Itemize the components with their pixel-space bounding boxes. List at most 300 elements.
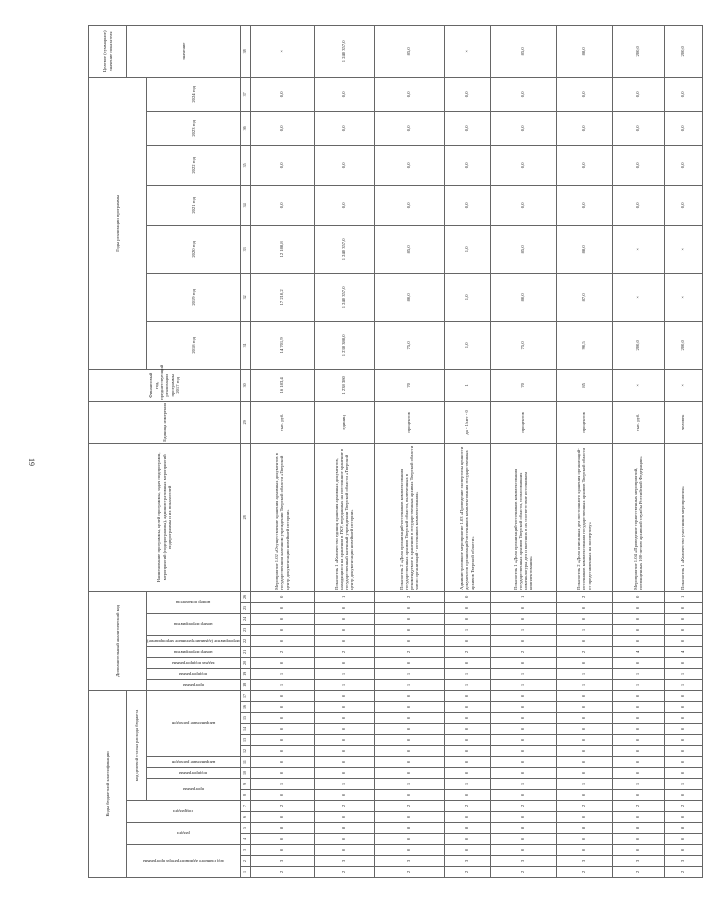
table-row	[490, 25, 556, 877]
code-cell: 0	[250, 757, 314, 768]
column-number: 34	[240, 185, 250, 225]
code-cell: 2	[556, 867, 612, 878]
year-value: 1,0	[444, 225, 490, 273]
column-number: 19	[240, 668, 250, 679]
year-value: 0,0	[444, 77, 490, 111]
code-cell: 0	[314, 768, 374, 779]
code-cell: 0	[374, 690, 444, 701]
code-cell: 4	[664, 646, 702, 657]
column-number: 32	[240, 273, 250, 321]
code-cell: 1	[556, 679, 612, 690]
column-number: 6	[240, 812, 250, 823]
year-value: 88,0	[556, 225, 612, 273]
year-value: 0,0	[664, 111, 702, 145]
year-value: 85,0	[374, 225, 444, 273]
code-cell: 2	[314, 801, 374, 812]
code-cell: 8	[250, 823, 314, 834]
year-value: 0,0	[612, 185, 664, 225]
code-cell: 0	[250, 845, 314, 856]
target-header: Целевое (суммарное) значение показателя	[89, 25, 127, 77]
row-2017-value: ×	[612, 369, 664, 401]
year-value: 0,0	[314, 77, 374, 111]
year-value: ×	[664, 225, 702, 273]
code-cell: 0	[490, 657, 556, 668]
year-value: ×	[612, 225, 664, 273]
code-cell: 0	[490, 812, 556, 823]
year-value: 0,0	[556, 145, 612, 185]
code-cell: 0	[556, 713, 612, 724]
code-cell: 0	[612, 702, 664, 713]
year-value: 0,0	[556, 77, 612, 111]
code-cell: 0	[556, 690, 612, 701]
subsection-header: подраздел	[127, 801, 241, 823]
code-cell: 0	[664, 635, 702, 646]
code-cell: 0	[490, 735, 556, 746]
code-cell: 8	[444, 823, 490, 834]
column-number: 25	[240, 602, 250, 613]
code-cell: 0	[374, 790, 444, 801]
year-value: 1 240 357,0	[314, 225, 374, 273]
code-cell: 0	[490, 768, 556, 779]
code-cell: 2	[612, 867, 664, 878]
program-code-header: программа	[147, 679, 241, 690]
row-unit: процентов	[374, 401, 444, 443]
code-cell: 0	[444, 845, 490, 856]
code-cell: 0	[444, 812, 490, 823]
year-value: 0,0	[374, 145, 444, 185]
year-value: 90,5	[556, 321, 612, 369]
event-header-a: номер мероприятия	[147, 646, 241, 657]
row-unit: тыс. руб.	[612, 401, 664, 443]
code-cell: 1	[374, 779, 444, 790]
name-header: Наименование программы, целей программы, задач подпрограмм, мероприятий (подпрограммы), административных мероприятий подпрограммы и их показателей	[89, 443, 241, 591]
code-cell: 2	[490, 801, 556, 812]
year-value: 0,0	[250, 145, 314, 185]
code-cell: 0	[314, 735, 374, 746]
subprogram-code-header: подпрограмма	[147, 668, 241, 679]
code-cell: 8	[664, 823, 702, 834]
code-cell: 0	[444, 690, 490, 701]
year-value: 0,0	[314, 145, 374, 185]
row-target: 85,0	[374, 25, 444, 77]
code-cell: 0	[314, 657, 374, 668]
code-cell: 0	[374, 812, 444, 823]
code-cell: 0	[556, 834, 612, 845]
code-cell: 8	[490, 823, 556, 834]
year-value: 75,0	[374, 321, 444, 369]
year-value: 0,0	[444, 185, 490, 225]
code-cell: 0	[250, 635, 314, 646]
code-cell: 0	[664, 724, 702, 735]
code-cell: 0	[444, 635, 490, 646]
column-number: 5	[240, 823, 250, 834]
task-header: задача подпрограммы	[147, 657, 241, 668]
code-cell: 0	[444, 790, 490, 801]
code-cell: 1	[556, 779, 612, 790]
year-value: 0,0	[664, 185, 702, 225]
row-unit: тыс. руб.	[250, 401, 314, 443]
row-name: Показатель 2 «Доля организаций-источников комплектования государственных архивов Тверской области, включенных в рекомендуемое к хранению в государственных архивах Тверской области число организаций - источников комплектования»	[374, 443, 444, 591]
code-cell: 1	[556, 668, 612, 679]
column-number: 13	[240, 735, 250, 746]
year-value: 80,0	[374, 273, 444, 321]
code-cell: 0	[490, 845, 556, 856]
code-cell: 2	[490, 646, 556, 657]
column-number: 21	[240, 646, 250, 657]
row-name: Показатель 1 «Доля организаций-источников комплектования государственных архивов Тверской области, согласовавших номенклатуры дел и внесших в их соответствие источником комплектования»	[490, 443, 556, 591]
year-value: 75,0	[490, 321, 556, 369]
code-cell: 0	[664, 746, 702, 757]
code-cell: 0	[664, 768, 702, 779]
code-cell: 0	[556, 790, 612, 801]
code-cell: 8	[374, 823, 444, 834]
code-cell: 3	[444, 856, 490, 867]
column-number: 24	[240, 613, 250, 624]
code-cell: 2	[444, 867, 490, 878]
year-value: 0,0	[250, 185, 314, 225]
code-cell: 3	[490, 856, 556, 867]
year-2023-header: 2023 год	[147, 111, 241, 145]
direction-header: направление расходов	[147, 690, 241, 756]
code-cell: 0	[374, 735, 444, 746]
code-cell: 3	[250, 856, 314, 867]
year-value: 0,0	[314, 185, 374, 225]
code-cell: 8	[314, 823, 374, 834]
code-cell: 0	[612, 690, 664, 701]
code-cell: 0	[314, 845, 374, 856]
page-number: 19	[27, 458, 36, 466]
year-value: 200,0	[612, 321, 664, 369]
code-cell: 0	[556, 602, 612, 613]
column-number: 11	[240, 757, 250, 768]
code-cell: 0	[444, 702, 490, 713]
code-cell: 2	[374, 591, 444, 602]
code-cell: 0	[314, 602, 374, 613]
year-value: ×	[612, 273, 664, 321]
table-row	[664, 25, 702, 877]
code-cell: 0	[556, 845, 612, 856]
code-cell: 1	[444, 779, 490, 790]
code-cell: 0	[444, 768, 490, 779]
code-cell: 0	[556, 724, 612, 735]
code-cell: 2	[374, 867, 444, 878]
table-row	[444, 25, 490, 877]
code-cell: 0	[374, 768, 444, 779]
code-cell: 0	[490, 790, 556, 801]
code-cell: 2	[490, 867, 556, 878]
year-value: 17 210,2	[250, 273, 314, 321]
code-cell: 0	[250, 613, 314, 624]
column-number: 17	[240, 690, 250, 701]
section-header: раздел	[127, 823, 241, 845]
code-cell: 0	[612, 845, 664, 856]
column-number: 18	[240, 679, 250, 690]
code-cell: 0	[250, 746, 314, 757]
code-cell: 0	[490, 713, 556, 724]
year-2021-header: 2021 год	[147, 185, 241, 225]
code-cell: 3	[664, 856, 702, 867]
code-cell: 0	[664, 735, 702, 746]
code-cell: 1	[314, 668, 374, 679]
year-value: 0,0	[490, 77, 556, 111]
code-cell: 2	[250, 801, 314, 812]
code-cell: 8	[556, 823, 612, 834]
admin-code-header: код главного администратора программы	[127, 845, 241, 878]
code-cell: 0	[374, 613, 444, 624]
code-cell: 0	[250, 790, 314, 801]
code-cell: 0	[664, 624, 702, 635]
row-2017-value: 1 238 380	[314, 369, 374, 401]
row-target: ×	[444, 25, 490, 77]
year-value: 1,0	[444, 273, 490, 321]
code-cell: 1	[250, 679, 314, 690]
code-cell: 0	[490, 724, 556, 735]
code-cell: 1	[314, 591, 374, 602]
code-cell: 0	[374, 713, 444, 724]
code-cell: 0	[444, 724, 490, 735]
indicator-num-header: номер показателя	[147, 591, 241, 613]
column-number: 28	[240, 443, 250, 591]
code-cell: 0	[556, 613, 612, 624]
year-value: 0,0	[250, 111, 314, 145]
code-cell: 0	[374, 746, 444, 757]
year-value: 0,0	[374, 185, 444, 225]
code-cell: 0	[250, 812, 314, 823]
code-cell: 0	[612, 735, 664, 746]
code-cell: 0	[664, 713, 702, 724]
code-cell: 0	[664, 757, 702, 768]
code-cell: 0	[444, 657, 490, 668]
code-cell: 1	[444, 624, 490, 635]
column-number: 31	[240, 321, 250, 369]
code-cell: 0	[444, 735, 490, 746]
table-row	[556, 25, 612, 877]
subprogram-header: подпрограмма	[147, 768, 241, 779]
row-2017-value: 85	[556, 369, 612, 401]
event-num-header: номер мероприятия	[147, 613, 241, 635]
code-cell: 0	[250, 834, 314, 845]
code-cell: 1	[664, 591, 702, 602]
row-name: Мероприятие 1.04 «Проведение торжественных мероприятий, посвященных 100-летию архивной службы Российской Федерации»	[612, 443, 664, 591]
column-number: 38	[240, 25, 250, 77]
code-cell: 0	[556, 746, 612, 757]
column-number: 7	[240, 801, 250, 812]
target-value-header: значение	[127, 25, 241, 77]
year-2019-header: 2019 год	[147, 273, 241, 321]
column-number: 12	[240, 746, 250, 757]
year-value: 0,0	[490, 185, 556, 225]
code-cell: 0	[250, 768, 314, 779]
code-cell: 1	[612, 668, 664, 679]
code-cell: 0	[612, 635, 664, 646]
year-value: 0,0	[374, 77, 444, 111]
year-value: 85,0	[490, 225, 556, 273]
code-cell: 0	[490, 746, 556, 757]
code-cell: 1	[314, 679, 374, 690]
code-cell: 0	[612, 790, 664, 801]
code-cell: 0	[374, 702, 444, 713]
code-cell: 4	[612, 646, 664, 657]
code-cell: 0	[444, 757, 490, 768]
code-cell: 0	[314, 624, 374, 635]
code-cell: 0	[490, 602, 556, 613]
year-value: 0,0	[612, 77, 664, 111]
table-row	[314, 25, 374, 877]
code-cell: 0	[314, 812, 374, 823]
code-cell: 2	[314, 867, 374, 878]
code-cell: 0	[664, 657, 702, 668]
code-cell: 0	[664, 834, 702, 845]
code-cell: 0	[664, 702, 702, 713]
code-cell: 1	[490, 679, 556, 690]
code-cell: 0	[612, 624, 664, 635]
budget-codes-header: Коды бюджетной классификации	[89, 690, 127, 877]
code-cell: 0	[556, 757, 612, 768]
row-2017-value: 70	[374, 369, 444, 401]
column-number: 36	[240, 111, 250, 145]
row-unit: процентов	[490, 401, 556, 443]
row-2017-value: 70	[490, 369, 556, 401]
column-number: 14	[240, 724, 250, 735]
code-cell: 0	[612, 613, 664, 624]
year-value: 0,0	[664, 77, 702, 111]
code-cell: 1	[612, 779, 664, 790]
code-cell: 1	[490, 624, 556, 635]
code-cell: 0	[374, 834, 444, 845]
year-value: 12 188,8	[250, 225, 314, 273]
column-number: 29	[240, 401, 250, 443]
code-cell: 0	[490, 702, 556, 713]
column-number: 10	[240, 768, 250, 779]
code-cell: 1	[664, 679, 702, 690]
year-value: 1 240 357,0	[314, 273, 374, 321]
year-value: 87,0	[556, 273, 612, 321]
code-cell: 3	[314, 856, 374, 867]
program-table-sheet	[88, 28, 686, 878]
code-cell: 3	[556, 856, 612, 867]
code-cell: 0	[374, 845, 444, 856]
column-number: 9	[240, 779, 250, 790]
code-cell: 0	[444, 834, 490, 845]
code-cell: 0	[444, 713, 490, 724]
code-cell: 0	[490, 757, 556, 768]
column-number: 16	[240, 702, 250, 713]
code-cell: 2	[664, 867, 702, 878]
code-cell: 1	[556, 624, 612, 635]
column-number: 8	[240, 790, 250, 801]
code-cell: 3	[612, 856, 664, 867]
code-cell: 0	[556, 735, 612, 746]
code-cell: 0	[612, 591, 664, 602]
code-cell: 0	[314, 724, 374, 735]
year-value: 0,0	[250, 77, 314, 111]
code-cell: 0	[250, 702, 314, 713]
row-name: Административное мероприятие 1.03 «Проведение экспертизы ценности документов организаций-источников комплектования государственных архивов Тверской области»	[444, 443, 490, 591]
code-cell: 2	[374, 646, 444, 657]
code-cell: 1	[490, 668, 556, 679]
code-cell: 2	[556, 801, 612, 812]
year-value: 0,0	[490, 111, 556, 145]
year-2018-header: 2018 год	[147, 321, 241, 369]
code-cell: 8	[612, 823, 664, 834]
code-cell: 0	[374, 657, 444, 668]
code-cell: 0	[250, 724, 314, 735]
code-cell: 1	[664, 668, 702, 679]
year-value: 80,0	[490, 273, 556, 321]
row-target: 88,0	[556, 25, 612, 77]
code-cell: 0	[444, 591, 490, 602]
code-cell: 0	[664, 613, 702, 624]
row-unit: человек	[664, 401, 702, 443]
code-cell: 0	[556, 635, 612, 646]
table-row	[374, 25, 444, 877]
code-cell: 0	[314, 713, 374, 724]
code-cell: 0	[444, 602, 490, 613]
column-number: 23	[240, 624, 250, 635]
code-cell: 1	[374, 679, 444, 690]
table-row	[250, 25, 314, 877]
code-cell: 0	[314, 834, 374, 845]
code-cell: 2	[250, 867, 314, 878]
year-value: 0,0	[490, 145, 556, 185]
unit-header: Единица измерения	[89, 401, 241, 443]
year-value: 14 701,9	[250, 321, 314, 369]
row-name: Мероприятие 1.02 «Осуществление хранения архивных документов в государственном казенном учреждении Тверской области «Тверской центр документации новейшей истории»	[250, 443, 314, 591]
row-name: Показатель 1 «Количество единиц хранения архивных документов, находящихся на хранении в ГКУ, переданных на постоянное хранение в государственный казенный учреждении Тверской области «Тверской центр документации новейшей истории»	[314, 443, 374, 591]
code-cell: 0	[250, 735, 314, 746]
column-number: 26	[240, 591, 250, 602]
code-cell: 0	[250, 690, 314, 701]
code-cell: 1	[374, 668, 444, 679]
column-number: 2	[240, 856, 250, 867]
code-cell: 1	[664, 779, 702, 790]
code-cell: 0	[490, 613, 556, 624]
column-number: 30	[240, 369, 250, 401]
year-value: 0,0	[664, 145, 702, 185]
code-cell: 0	[612, 724, 664, 735]
fin-year-header: Финансовый год, предшествующий реализации программы 2017 год	[89, 369, 241, 401]
column-number: 22	[240, 635, 250, 646]
code-cell: 2	[612, 801, 664, 812]
code-cell: 0	[556, 768, 612, 779]
code-cell: 0	[250, 713, 314, 724]
year-value: 0,0	[612, 145, 664, 185]
event-header: мероприятие (административное мероприятие)	[147, 635, 241, 646]
code-cell: 0	[490, 635, 556, 646]
row-target: 85,0	[490, 25, 556, 77]
code-cell: 0	[556, 812, 612, 823]
code-cell: 0	[250, 624, 314, 635]
column-number: 3	[240, 845, 250, 856]
code-cell: 0	[374, 635, 444, 646]
code-cell: 2	[374, 801, 444, 812]
years-header: Годы реализации программы	[89, 77, 147, 369]
code-cell: 0	[314, 746, 374, 757]
column-number: 4	[240, 834, 250, 845]
program-codes-header: Дополнительный аналитический код	[89, 591, 147, 690]
code-cell: 0	[314, 702, 374, 713]
code-cell: 2	[556, 591, 612, 602]
code-cell: 2	[444, 646, 490, 657]
code-cell: 1	[490, 591, 556, 602]
code-cell: 0	[374, 624, 444, 635]
year-2024-header: 2024 год	[147, 77, 241, 111]
row-2017-value: 1	[444, 369, 490, 401]
code-cell: 0	[664, 602, 702, 613]
code-cell: 1	[444, 668, 490, 679]
row-name: Показатель 2 «Доля описанных дел постоянного хранения организаций-источников комплектования государственных архивов Тверской области от представленных на экспертизу»	[556, 443, 612, 591]
code-cell: 0	[664, 812, 702, 823]
